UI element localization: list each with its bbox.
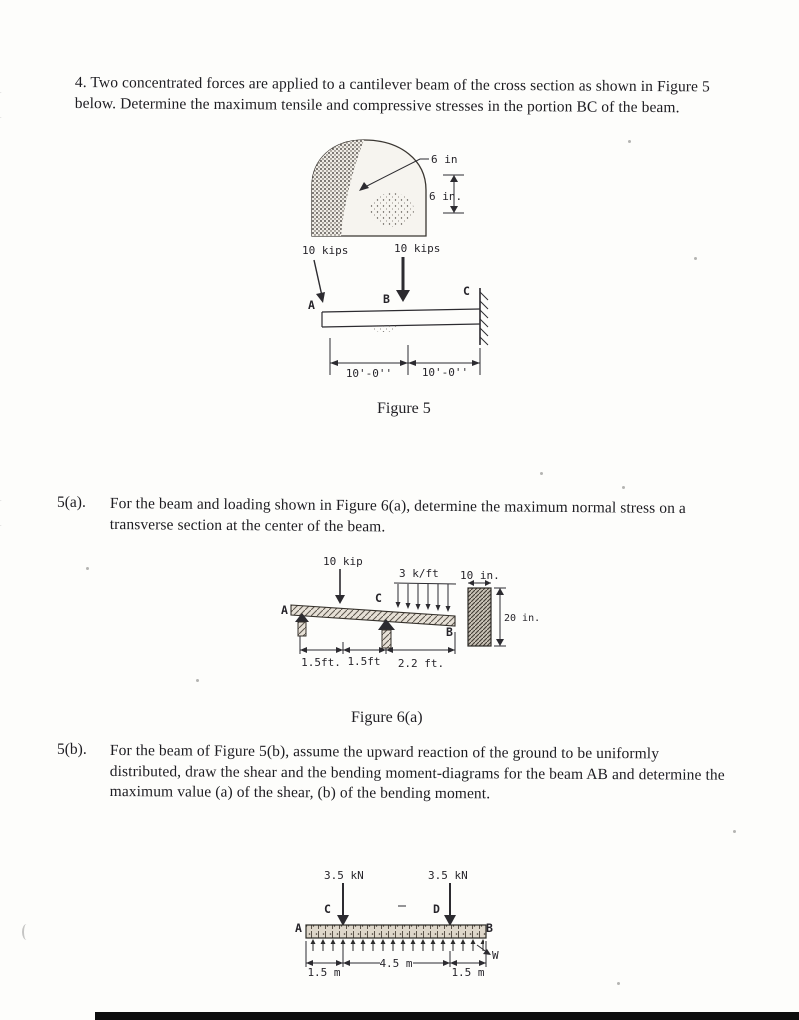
beam-speckle xyxy=(370,324,398,332)
figure-6a-caption: Figure 6(a) xyxy=(351,709,423,726)
ground-reaction-arrows xyxy=(308,939,484,951)
problem-4-text: 4. Two concentrated forces are applied to a cantilever beam of the cross section as shown in Figure 5 below. Determine the maximum tensile and compressive stresses in the portion BC of the beam. xyxy=(74,73,710,116)
scan-speck xyxy=(196,679,199,682)
section-width-label: 10 in. xyxy=(460,569,500,582)
span-dim-3: 2.2 ft. xyxy=(397,657,445,670)
span-dim-2: 10'-0'' xyxy=(421,366,469,379)
dim-arrowhead xyxy=(450,206,458,213)
figure-5-caption: Figure 5 xyxy=(377,400,431,417)
wall-hatching xyxy=(480,292,488,345)
problem-5a-text: For the beam and loading shown in Figure 6(a), determine the maximum normal stress on a transverse section at the center of the beam. xyxy=(109,494,687,535)
point-label-b: B xyxy=(446,625,453,639)
section-depth-label: 20 in. xyxy=(504,613,541,624)
point-label-b: B xyxy=(486,921,493,935)
point-label-c: C xyxy=(463,284,470,298)
span-dim-1: 1.5 m xyxy=(307,966,341,979)
figure-5-drawing xyxy=(280,132,520,382)
scan-artifact-curl xyxy=(0,92,9,118)
load-arrowhead-2 xyxy=(396,290,410,302)
point-label-a: A xyxy=(308,298,315,312)
load-label-1: 3.5 kN xyxy=(324,869,364,882)
distributed-load-arrows xyxy=(396,584,451,612)
span-dim-2: 4.5 m xyxy=(379,957,413,970)
problem-5a-label: 5(a). xyxy=(57,494,86,511)
figure-5b-drawing xyxy=(280,865,520,980)
scan-speck xyxy=(733,830,736,833)
load-arrowhead-1 xyxy=(316,292,325,303)
point-label-d: D xyxy=(433,902,440,916)
span-dim-1: 1.5ft. xyxy=(301,656,341,669)
point-load-label: 10 kip xyxy=(323,555,363,568)
scan-artifact-curl xyxy=(22,924,31,940)
scan-speck xyxy=(540,472,543,475)
span-dim-3: 1.5 m xyxy=(451,966,485,979)
radius-label: 6 in xyxy=(431,153,458,166)
cross-section-speckle xyxy=(370,193,414,227)
problem-5b-label: 5(b). xyxy=(57,741,87,758)
span-dim-2: 1.5ft xyxy=(347,655,381,668)
point-label-b: B xyxy=(383,292,390,306)
beam-bottom-edge xyxy=(322,324,480,327)
distributed-load-label: 3 k/ft xyxy=(399,567,439,580)
problem-5b-text: For the beam of Figure 5(b), assume the upward reaction of the ground to be uniformly distributed, draw the shear and the bending moment-diagrams for the beam AB and determine the maximum value (a) of the shear, (b) of the bending moment. xyxy=(109,742,725,803)
distributed-load-line xyxy=(394,583,456,584)
scan-speck xyxy=(622,486,625,489)
figure-6a-drawing xyxy=(275,550,545,675)
load-label-1: 10 kips xyxy=(302,244,349,257)
section-height-label: 6 in. xyxy=(429,190,463,203)
load-arrow-1 xyxy=(314,260,322,296)
dim-arrowhead xyxy=(450,175,458,182)
scan-speck xyxy=(694,257,697,260)
w-label: W xyxy=(492,949,499,962)
load-label-2: 10 kips xyxy=(394,242,441,255)
span-dim-1: 10'-0'' xyxy=(345,367,393,380)
scan-artifact-curl xyxy=(0,500,9,526)
point-label-c: C xyxy=(324,902,331,916)
scan-speck xyxy=(617,982,620,985)
point-label-a: A xyxy=(281,603,288,617)
point-label-c: C xyxy=(375,591,382,605)
beam xyxy=(291,605,455,626)
support-reaction-mid xyxy=(378,619,395,648)
beam-top-edge xyxy=(322,309,480,312)
beam xyxy=(306,925,486,938)
scan-edge-bar xyxy=(95,1012,799,1020)
point-label-a: A xyxy=(295,921,302,935)
scan-speck xyxy=(628,140,631,143)
cross-section-rect xyxy=(468,588,491,646)
scan-speck xyxy=(86,567,89,570)
load-label-2: 3.5 kN xyxy=(428,869,468,882)
